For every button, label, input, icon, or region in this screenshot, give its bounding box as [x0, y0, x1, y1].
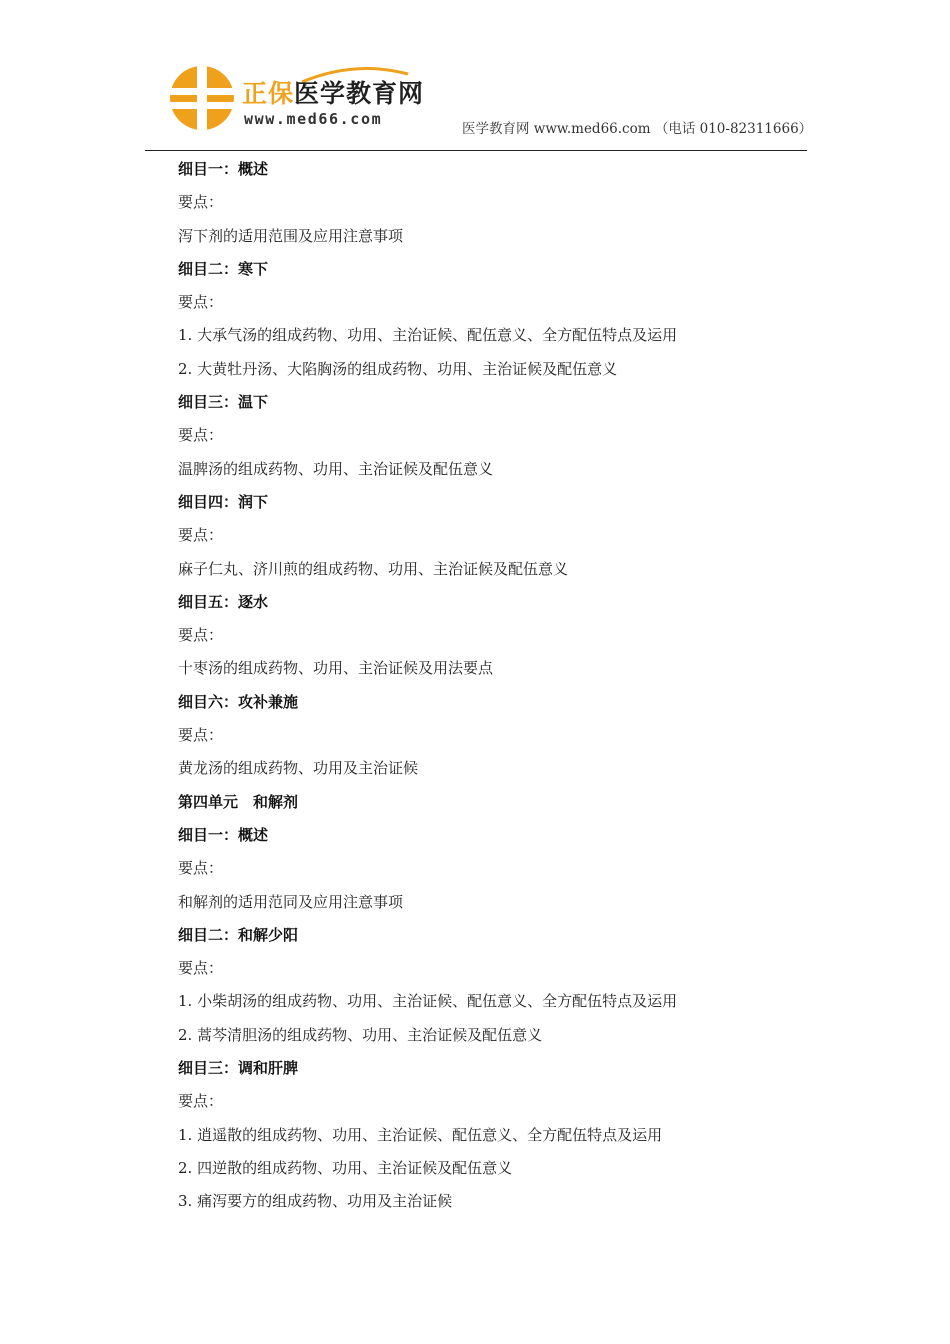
body-line: 3. 痛泻要方的组成药物、功用及主治证候	[178, 1192, 453, 1211]
body-line: 温脾汤的组成药物、功用、主治证候及配伍意义	[178, 459, 494, 478]
body-line: 要点：	[178, 526, 224, 545]
body-line: 要点：	[178, 959, 224, 978]
body-line: 要点：	[178, 426, 224, 445]
logo-brand-orange: 正保	[242, 79, 295, 108]
section-heading: 细目六：攻补兼施	[178, 692, 299, 711]
header-contact: 医学教育网 www.med66.com （电话 010-82311666）	[462, 121, 813, 137]
body-line: 1. 逍遥散的组成药物、功用、主治证候、配伍意义、全方配伍特点及运用	[178, 1125, 663, 1144]
section-heading: 细目五：逐水	[178, 592, 269, 611]
body-line: 2. 蒿芩清胆汤的组成药物、功用、主治证候及配伍意义	[178, 1025, 543, 1044]
body-line: 要点：	[178, 293, 224, 312]
body-line: 十枣汤的组成药物、功用、主治证候及用法要点	[178, 659, 494, 678]
body-line: 2. 四逆散的组成药物、功用、主治证候及配伍意义	[178, 1158, 513, 1177]
section-heading: 细目二：寒下	[178, 259, 269, 278]
body-line: 泻下剂的适用范围及应用注意事项	[178, 226, 404, 245]
section-heading: 细目一：概述	[178, 825, 269, 844]
logo-brand	[242, 74, 424, 106]
body-line: 1. 小柴胡汤的组成药物、功用、主治证候、配伍意义、全方配伍特点及运用	[178, 992, 678, 1011]
body-line: 要点：	[178, 193, 224, 212]
logo-url: www.med66.com	[244, 110, 383, 128]
body-line: 黄龙汤的组成药物、功用及主治证候	[178, 759, 419, 778]
body-line: 要点：	[178, 859, 224, 878]
body-line: 和解剂的适用范同及应用注意事项	[178, 892, 404, 911]
section-heading: 细目三：调和肝脾	[178, 1059, 299, 1078]
section-heading: 细目三：温下	[178, 393, 269, 412]
section-heading: 细目二：和解少阳	[178, 925, 299, 944]
section-heading: 细目四：润下	[178, 492, 269, 511]
header-divider	[145, 150, 807, 151]
body-line: 2. 大黄牡丹汤、大陷胸汤的组成药物、功用、主治证候及配伍意义	[178, 359, 618, 378]
section-heading: 第四单元 和解剂	[178, 792, 299, 811]
body-line: 麻子仁丸、济川煎的组成药物、功用、主治证候及配伍意义	[178, 559, 569, 578]
body-line: 要点：	[178, 726, 224, 745]
document-body	[178, 153, 798, 1219]
logo-brand-dark: 医学教育网	[294, 79, 425, 108]
section-heading: 细目一：概述	[178, 160, 269, 178]
page-header	[0, 0, 950, 152]
body-line: 要点：	[178, 626, 224, 645]
logo-cross-icon	[170, 66, 234, 130]
body-line: 1. 大承气汤的组成药物、功用、主治证候、配伍意义、全方配伍特点及运用	[178, 326, 678, 345]
body-line: 要点：	[178, 1092, 224, 1111]
